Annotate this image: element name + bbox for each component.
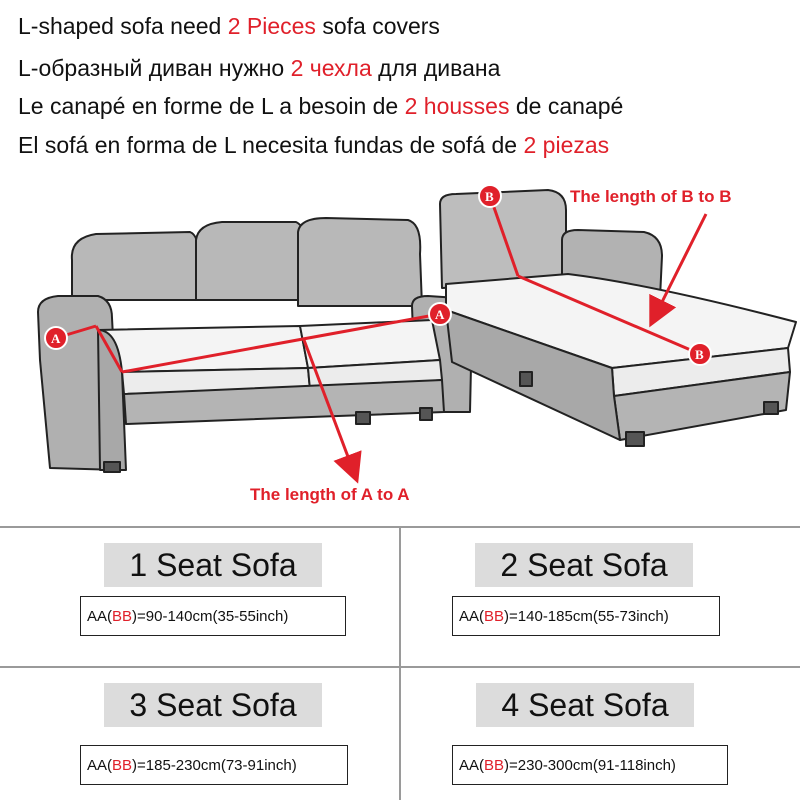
spec-2-seat bbox=[452, 596, 720, 636]
headline-text: sofa covers bbox=[315, 13, 440, 39]
spec-1-seat bbox=[80, 596, 346, 636]
card-title-4-seat: 4 Seat Sofa bbox=[476, 683, 694, 727]
spec-suffix: )=230-300cm(91-118inch) bbox=[504, 757, 676, 774]
spec-prefix: AA( bbox=[459, 608, 485, 625]
headline-russian bbox=[18, 54, 500, 82]
headline-highlight: 2 housses bbox=[404, 93, 510, 119]
headline-english bbox=[18, 12, 440, 40]
label-a-to-a: The length of A to A bbox=[250, 485, 410, 504]
spec-bb: BB bbox=[112, 608, 133, 625]
spec-suffix: )=140-185cm(55-73inch) bbox=[504, 608, 669, 625]
spec-3-seat bbox=[80, 745, 348, 785]
spec-prefix: AA( bbox=[87, 608, 113, 625]
spec-prefix: AA( bbox=[459, 757, 485, 774]
spec-bb: BB bbox=[484, 757, 505, 774]
headline-highlight: 2 piezas bbox=[523, 132, 610, 158]
spec-4-seat bbox=[452, 745, 728, 785]
marker-b-top-label: B bbox=[485, 189, 494, 204]
marker-b-bottom-label: B bbox=[695, 347, 704, 362]
headline-highlight: 2 чехла bbox=[290, 55, 372, 81]
headline-french bbox=[18, 92, 623, 120]
spec-bb: BB bbox=[112, 757, 133, 774]
card-title-1-seat: 1 Seat Sofa bbox=[104, 543, 322, 587]
marker-a-right-label: A bbox=[435, 307, 445, 322]
spec-suffix: )=185-230cm(73-91inch) bbox=[132, 757, 297, 774]
card-title-2-seat: 2 Seat Sofa bbox=[475, 543, 693, 587]
headline-text: L-образный диван нужно bbox=[18, 55, 291, 81]
label-b-to-b: The length of B to B bbox=[570, 187, 732, 206]
headline-text: для дивана bbox=[371, 55, 501, 81]
spec-prefix: AA( bbox=[87, 757, 113, 774]
headline-text: Le canapé en forme de L a besoin de bbox=[18, 93, 405, 119]
spec-bb: BB bbox=[484, 608, 505, 625]
headline-text: L-shaped sofa need bbox=[18, 13, 228, 39]
sofa-measure-diagram bbox=[0, 170, 800, 520]
card-title-3-seat: 3 Seat Sofa bbox=[104, 683, 322, 727]
marker-a-left-label: A bbox=[51, 331, 61, 346]
spec-suffix: )=90-140cm(35-55inch) bbox=[132, 608, 289, 625]
headline-text: de canapé bbox=[509, 93, 624, 119]
headline-highlight: 2 Pieces bbox=[227, 13, 316, 39]
grid-divider-vertical bbox=[399, 527, 401, 800]
headline-text: El sofá en forma de L necesita fundas de sofá de bbox=[18, 132, 524, 158]
headline-spanish bbox=[18, 131, 609, 159]
three-seat-sofa-illustration bbox=[38, 218, 472, 472]
